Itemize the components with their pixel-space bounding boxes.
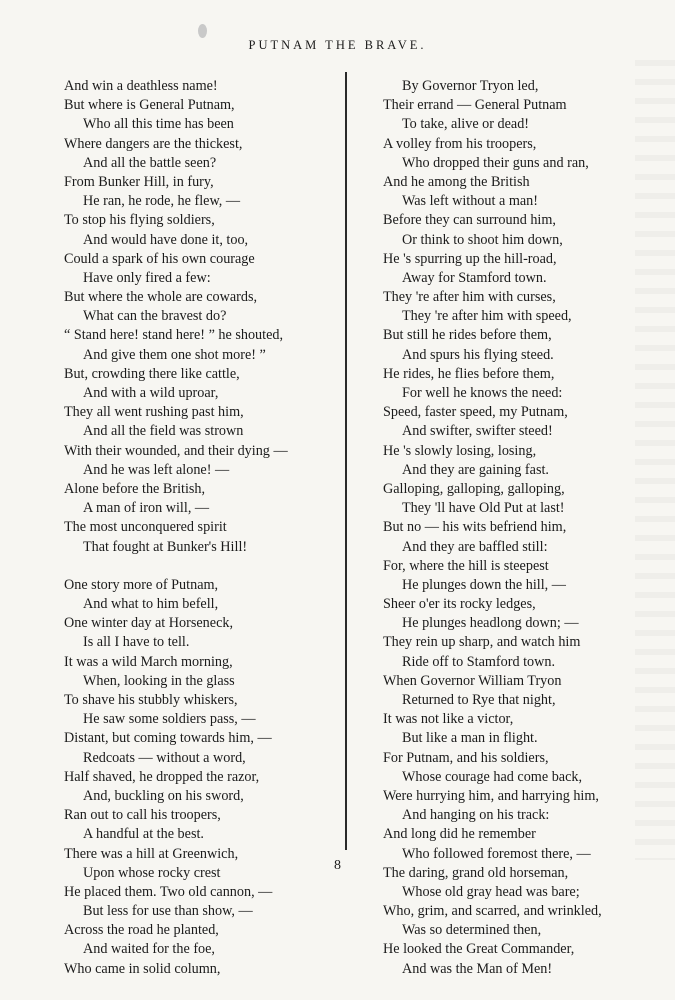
poem-line: To take, alive or dead! — [402, 116, 530, 133]
poem-line: By Governor Tryon led, — [402, 78, 539, 94]
poem-line: And win a deathless name! — [64, 78, 218, 94]
poem-line: Was so determined then, — [402, 922, 542, 939]
poem-line: Ride off to Stamford town. — [402, 653, 556, 670]
poem-line: He 's slowly losing, losing, — [383, 442, 537, 459]
poem-line: One story more of Putnam, — [64, 576, 219, 593]
poem-line: It was a wild March morning, — [64, 653, 233, 670]
poem-line: And waited for the foe, — [83, 941, 215, 958]
poem-line: A handful at the best. — [83, 826, 204, 843]
poem-line: Redcoats — without a word, — [83, 749, 246, 766]
poem-line — [64, 557, 334, 576]
poem-line: Away for Stamford town. — [402, 269, 547, 286]
poem-line: He placed them. Two old cannon, — — [64, 883, 273, 900]
poem-line: For Putnam, and his soldiers, — [383, 749, 549, 766]
poem-line: And was the Man of Men! — [402, 960, 553, 977]
poem-line: But less for use than show, — — [83, 903, 253, 920]
poem-line: The daring, grand old horseman, — [383, 864, 569, 881]
poem-line: What can the bravest do? — [83, 308, 227, 325]
poem-line: To stop his flying soldiers, — [64, 212, 215, 229]
poem-line: Sheer o'er its rocky ledges, — [383, 596, 536, 613]
poem-line: Who dropped their guns and ran, — [402, 154, 589, 171]
poem-line: It was not like a victor, — [383, 711, 514, 728]
poem-line: He plunges headlong down; — — [402, 615, 579, 632]
poem-line: But like a man in flight. — [402, 730, 538, 747]
poem-line: With their wounded, and their dying — — [64, 442, 288, 459]
poem-line: Distant, but coming towards him, — — [64, 730, 272, 747]
poem-line: Was left without a man! — [402, 193, 538, 210]
poem-line: They 're after him with curses, — [383, 289, 556, 306]
poem-line: Whose old gray head was bare; — [402, 883, 580, 900]
poem-line: He rides, he flies before them, — [383, 365, 555, 382]
poem-line: And all the field was strown — [83, 423, 244, 440]
poem-line: Speed, faster speed, my Putnam, — [383, 404, 568, 421]
poem-line: He saw some soldiers pass, — — [83, 711, 256, 728]
poem-line: Who, grim, and scarred, and wrinkled, — [383, 903, 602, 920]
poem-line: Galloping, galloping, galloping, — [383, 480, 565, 497]
poem-line: Who followed foremost there, — — [402, 845, 591, 862]
poem-line: And swifter, swifter steed! — [402, 423, 553, 440]
poem-line: For well he knows the need: — [402, 385, 563, 401]
poem-line: Ran out to call his troopers, — [64, 807, 221, 824]
poem-line: To shave his stubbly whiskers, — [64, 692, 238, 708]
poem-line: But, crowding there like cattle, — [64, 365, 240, 382]
poem-line: And they are gaining fast. — [402, 461, 549, 478]
poem-line: They all went rushing past him, — [64, 404, 244, 421]
poem-line: They 're after him with speed, — [402, 308, 572, 325]
poem-line: He ran, he rode, he flew, — — [83, 193, 241, 210]
poem-line: But where the whole are cowards, — [64, 289, 258, 306]
poem-line: But where is General Putnam, — [64, 97, 235, 114]
poem-line: Were hurrying him, and harrying him, — [383, 787, 599, 804]
poem-line: When Governor William Tryon — [383, 672, 562, 689]
poem-line: And hanging on his track: — [402, 807, 550, 824]
poem-line: Who came in solid column, — [64, 960, 221, 977]
poem-line: Returned to Rye that night, — [402, 692, 556, 708]
poem-line: Upon whose rocky crest — [83, 864, 221, 881]
poem-line: But still he rides before them, — [383, 327, 552, 344]
poem-line: A man of iron will, — — [83, 500, 210, 517]
poem-line: And they are baffled still: — [402, 538, 548, 555]
poem-line: From Bunker Hill, in fury, — [64, 173, 214, 190]
column-divider — [345, 72, 347, 850]
poem-line: There was a hill at Greenwich, — [64, 845, 239, 862]
poem-line: He 's spurring up the hill-road, — [383, 250, 557, 267]
poem-line: They rein up sharp, and watch him — [383, 634, 581, 651]
poem-line: “ Stand here! stand here! ” he shouted, — [64, 327, 284, 344]
poem-line: Across the road he planted, — [64, 922, 219, 939]
poem-line: And he among the British — [383, 173, 530, 190]
poem-line: They 'll have Old Put at last! — [402, 500, 565, 517]
poem-line: Before they can surround him, — [383, 212, 556, 229]
poem-line: When, looking in the glass — [83, 672, 235, 689]
poem-line: Whose courage had come back, — [402, 768, 583, 785]
poem-line: And he was left alone! — — [83, 461, 230, 478]
poem-line: And spurs his flying steed. — [402, 346, 554, 363]
poem-column-left — [64, 77, 334, 979]
poem-line: A volley from his troopers, — [383, 135, 537, 152]
poem-line: And long did he remember — [383, 826, 536, 843]
poem-line: And all the battle seen? — [83, 154, 217, 171]
poem-line: That fought at Bunker's Hill! — [83, 538, 248, 555]
poem-column-right — [383, 77, 645, 979]
poem-line: Half shaved, he dropped the razor, — [64, 768, 260, 785]
poem-line: For, where the hill is steepest — [383, 557, 549, 574]
poem-line: Where dangers are the thickest, — [64, 135, 243, 152]
poem-line: The most unconquered spirit — [64, 519, 227, 536]
poem-line: He looked the Great Commander, — [383, 941, 575, 958]
poem-line: He plunges down the hill, — — [402, 576, 566, 593]
poem-line: And give them one shot more! ” — [83, 346, 266, 363]
poem-line: Their errand — General Putnam — [383, 97, 567, 114]
poem-line: And would have done it, too, — [83, 231, 249, 248]
page-title: PUTNAM THE BRAVE. — [248, 38, 427, 52]
poem-line: Have only fired a few: — [83, 269, 211, 286]
ink-smudge — [198, 24, 207, 38]
page-number: 8 — [334, 858, 341, 873]
poem-line: But no — his wits befriend him, — [383, 519, 567, 536]
poem-line: And what to him befell, — [83, 596, 219, 613]
poem-line: One winter day at Horseneck, — [64, 615, 234, 632]
poem-line: Who all this time has been — [83, 116, 234, 133]
poem-line: And with a wild uproar, — [83, 385, 219, 401]
poem-line: Is all I have to tell. — [83, 634, 190, 651]
poem-line: Could a spark of his own courage — [64, 250, 255, 267]
poem-line: Or think to shoot him down, — [402, 231, 563, 248]
poem-line: Alone before the British, — [64, 480, 206, 497]
poem-line: And, buckling on his sword, — [83, 787, 244, 804]
